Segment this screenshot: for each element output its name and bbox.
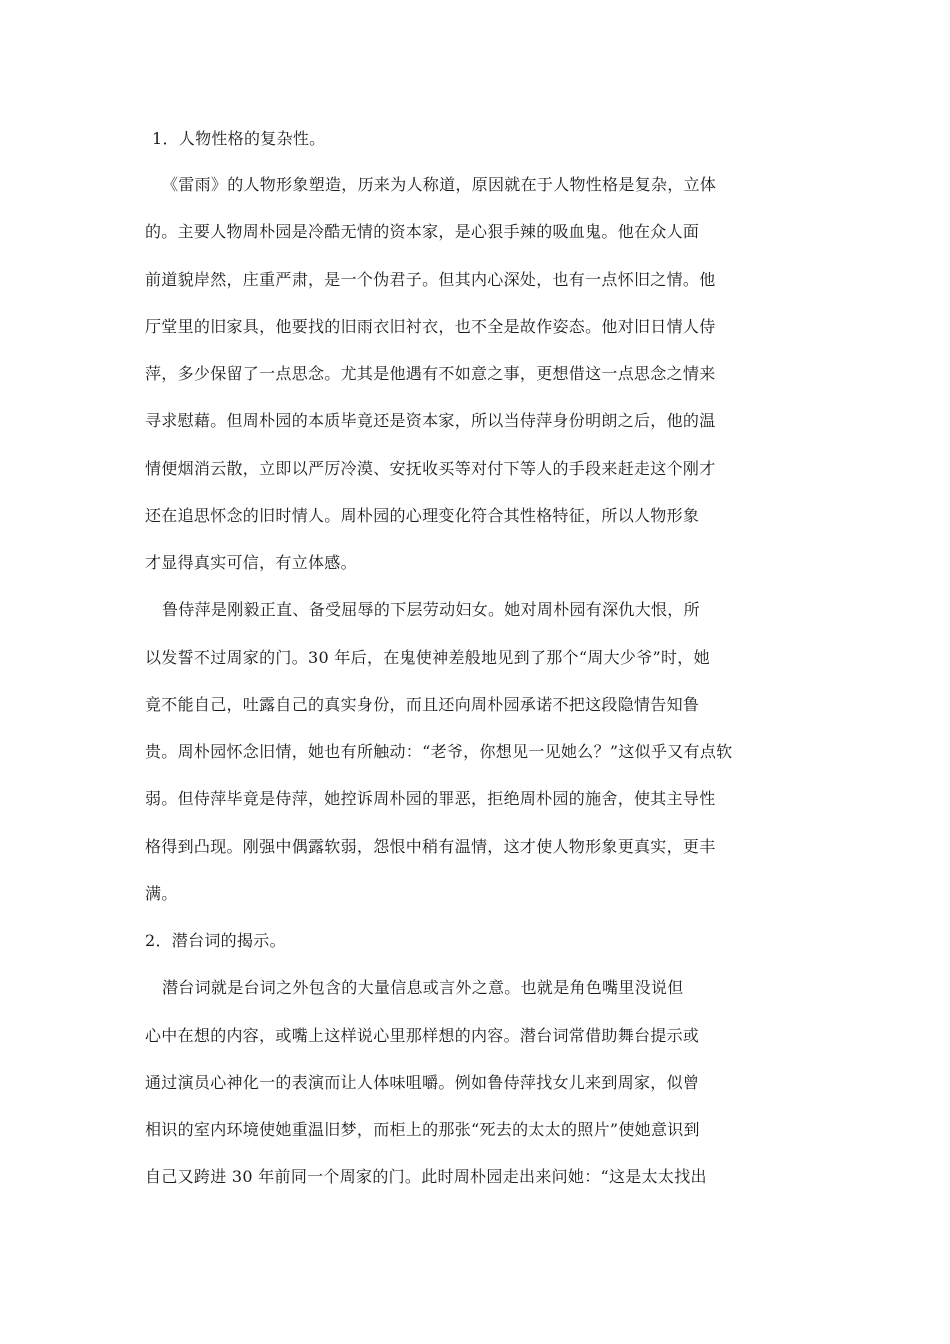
paragraph-line: 格得到凸现。刚强中偶露软弱，怨恨中稍有温情，这才使人物形象更真实，更丰 [145, 837, 716, 856]
paragraph-line: 满。 [145, 884, 178, 903]
paragraph-line: 的。主要人物周朴园是冷酷无情的资本家，是心狠手辣的吸血鬼。他在众人面 [145, 222, 700, 241]
section-heading-1: 1．人物性格的复杂性。 [152, 129, 326, 148]
paragraph-line: 还在追思怀念的旧时情人。周朴园的心理变化符合其性格特征，所以人物形象 [145, 506, 700, 525]
paragraph-line: 萍，多少保留了一点思念。尤其是他遇有不如意之事，更想借这一点思念之情来 [145, 364, 716, 383]
paragraph-line: 《雷雨》的人物形象塑造，历来为人称道，原因就在于人物性格是复杂，立体 [162, 175, 717, 194]
paragraph-line: 心中在想的内容，或嘴上这样说心里那样想的内容。潜台词常借助舞台提示或 [145, 1026, 700, 1045]
paragraph-line: 弱。但侍萍毕竟是侍萍，她控诉周朴园的罪恶，拒绝周朴园的施舍，使其主导性 [145, 789, 716, 808]
paragraph-line: 通过演员心神化一的表演而让人体味咀嚼。例如鲁侍萍找女儿来到周家，似曾 [145, 1073, 700, 1092]
paragraph-line: 相识的室内环境使她重温旧梦，而柜上的那张“死去的太太的照片”使她意识到 [145, 1120, 700, 1139]
paragraph-line: 自己又跨进 30 年前同一个周家的门。此时周朴园走出来问她：“这是太太找出 [145, 1167, 707, 1186]
paragraph-line: 前道貌岸然，庄重严肃，是一个伪君子。但其内心深处，也有一点怀旧之情。他 [145, 270, 716, 289]
paragraph-line: 鲁侍萍是刚毅正直、备受屈辱的下层劳动妇女。她对周朴园有深仇大恨，所 [162, 600, 700, 619]
paragraph-line: 情便烟消云散，立即以严厉冷漠、安抚收买等对付下等人的手段来赶走这个刚才 [145, 459, 716, 478]
paragraph-line: 寻求慰藉。但周朴园的本质毕竟还是资本家，所以当侍萍身份明朗之后，他的温 [145, 411, 716, 430]
paragraph-line: 厅堂里的旧家具，他要找的旧雨衣旧衬衣，也不全是故作姿态。他对旧日情人侍 [145, 317, 716, 336]
paragraph-line: 竟不能自己，吐露自己的真实身份，而且还向周朴园承诺不把这段隐情告知鲁 [145, 695, 700, 714]
section-heading-2: 2．潜台词的揭示。 [145, 931, 286, 950]
paragraph-line: 才显得真实可信，有立体感。 [145, 553, 357, 572]
paragraph-line: 贵。周朴园怀念旧情，她也有所触动：“老爷，你想见一见她么？”这似乎又有点软 [145, 742, 733, 761]
paragraph-line: 以发誓不过周家的门。30 年后，在鬼使神差般地见到了那个“周大少爷”时，她 [145, 648, 710, 667]
paragraph-line: 潜台词就是台词之外包含的大量信息或言外之意。也就是角色嘴里没说但 [162, 978, 684, 997]
